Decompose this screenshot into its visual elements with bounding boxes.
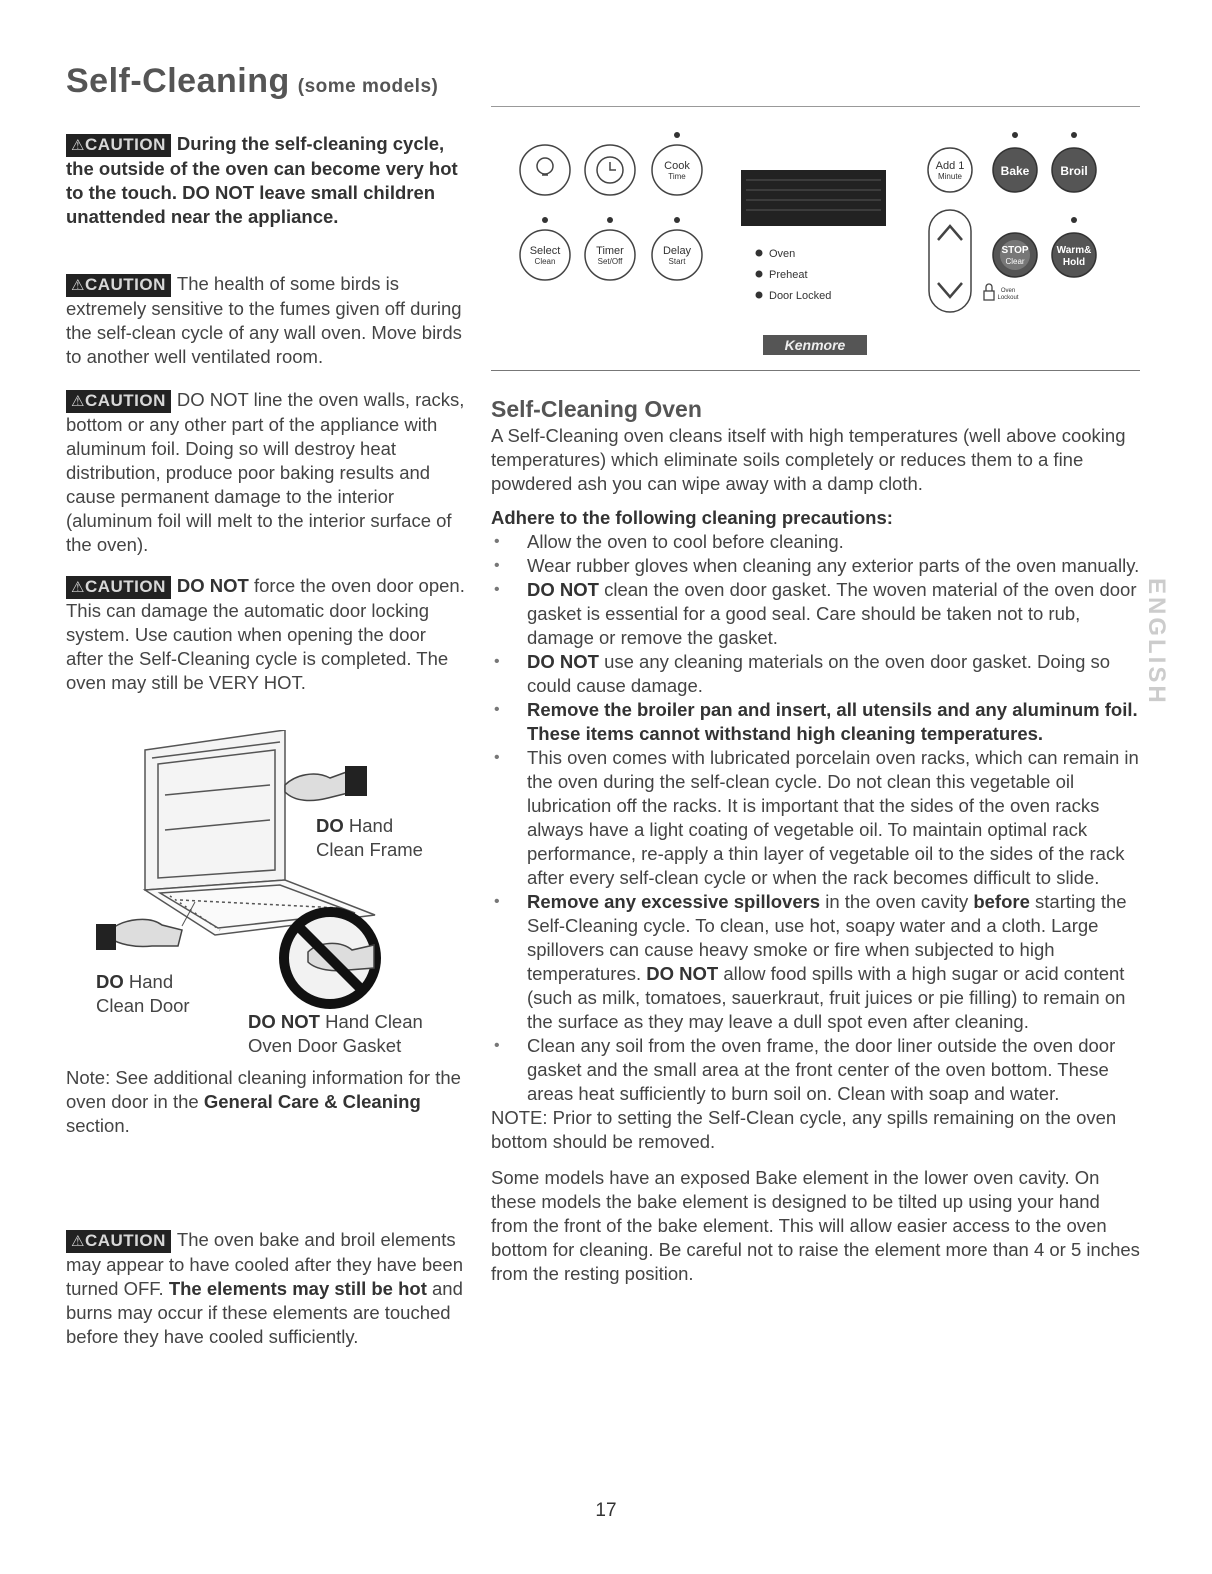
self-clean-note: NOTE: Prior to setting the Self-Clean cycle, any spills remaining on the oven bottom should be removed.: [491, 1107, 1117, 1152]
svg-text:Bake: Bake: [1000, 164, 1030, 178]
svg-text:Hold: Hold: [1062, 257, 1086, 268]
list-item: • DO NOT clean the oven door gasket. The woven material of the oven door gasket is essential for a good seal. Care should be taken not to rub, damage or remove the gasket.: [491, 578, 1141, 650]
list-item: • Clean any soil from the oven frame, the door liner outside the oven door gasket and the small area at the front center of the oven bottom. These areas heat sufficiently to burn soil on. Clean with soap and water.: [491, 1034, 1141, 1106]
list-item: • Wear rubber gloves when cleaning any exterior parts of the oven manually.: [491, 554, 1141, 578]
caution-label: ⚠CAUTION: [66, 274, 171, 297]
select-clean-button: [520, 230, 570, 280]
page-title-sub: (some models): [297, 76, 439, 97]
precautions-list: [491, 530, 1141, 1106]
svg-text:Start: Start: [668, 257, 686, 266]
oven-lockout: [984, 284, 1019, 301]
list-item: • This oven comes with lubricated porcelain oven racks, which can remain in the oven during the self-clean cycle. Do not clean this vegetable oil lubrication off the racks. It is important that the sides of the oven racks always have a light coating of vegetable oil. To maintain optimal rack performance, re-apply a thin layer of vegetable oil to the sides of the rack after every self-clean cycle or when the rack becomes difficult to slide.: [491, 746, 1141, 890]
main-body: [491, 424, 1141, 1286]
caution-label: ⚠CAUTION: [66, 576, 171, 599]
svg-text:STOP: STOP: [1001, 245, 1029, 256]
door-note: Note: See additional cleaning information for the oven door in the General Care & Cleaning section.: [66, 1067, 461, 1136]
page-title: [66, 62, 438, 101]
list-item: • Remove any excessive spillovers in the oven cavity before starting the Self-Cleaning cycle. To clean, use hot, soapy water and a cloth. Large spillovers can cause heavy smoke or fire when subjected to high temperatures. DO NOT allow food spills with a high sugar or acid content (such as milk, tomatoes, sauerkraut, fruit juices or pie filling) to remain on the surface as they may leave a dull spot even after cleaning.: [491, 890, 1141, 1034]
svg-text:Time: Time: [668, 172, 686, 181]
cook-time-button: [652, 145, 702, 195]
svg-text:Timer: Timer: [596, 245, 624, 257]
panel-rule: [491, 370, 1140, 371]
warning-triangle-icon: ⚠: [71, 579, 85, 596]
kenmore-logo: [763, 335, 867, 355]
hand-frame-icon: [285, 766, 367, 800]
label-door: DO Hand Clean Door: [96, 971, 190, 1016]
warning-triangle-icon: ⚠: [71, 393, 85, 410]
caution-2-text: The health of some birds is extremely sensitive to the fumes given off during the self-clean cycle of any wall oven. Move birds to another well ventilated room.: [66, 273, 462, 367]
list-item: • Allow the oven to cool before cleaning.: [491, 530, 1141, 554]
page-title-main: Self-Cleaning: [66, 62, 290, 100]
bake-button: [993, 148, 1037, 192]
page-number: 17: [595, 1500, 617, 1521]
clock-button: [585, 145, 635, 195]
caution-label: ⚠CAUTION: [66, 1230, 171, 1253]
svg-text:Broil: Broil: [1060, 164, 1088, 178]
caution-1: [66, 132, 466, 229]
broil-button: [1052, 148, 1096, 192]
light-button: [520, 145, 570, 195]
label-gasket: DO NOT Hand Clean Oven Door Gasket: [248, 1011, 423, 1056]
language-tab: ENGLISH: [1143, 578, 1170, 706]
bake-element-paragraph: Some models have an exposed Bake element in the lower oven cavity. On these models the bake element is designed to be tilted up using your hand from the front of the bake element. This will allow easier access to the oven bottom for cleaning. Be careful not to raise the element more than 4 or 5 inches from the resting position.: [491, 1167, 1140, 1284]
top-rule: [491, 106, 1140, 107]
warm-hold-button: [1052, 233, 1096, 277]
stop-clear-button: [993, 233, 1037, 277]
svg-text:Warm&: Warm&: [1056, 245, 1092, 256]
svg-text:Clear: Clear: [1005, 257, 1025, 266]
indicator-oven: Oven: [769, 248, 796, 260]
svg-text:Set/Off: Set/Off: [597, 257, 623, 266]
svg-text:Minute: Minute: [937, 172, 963, 181]
svg-text:Add 1: Add 1: [935, 160, 965, 172]
oven-display: [741, 170, 886, 226]
intro-paragraph: A Self-Cleaning oven cleans itself with high temperatures (well above cooking temperatures) which eliminate soils completely or reduces them to a fine powdered ash you can wipe away with a damp cloth.: [491, 425, 1126, 494]
list-item: • Remove the broiler pan and insert, all utensils and any aluminum foil. These items cannot withstand high cleaning temperatures.: [491, 698, 1141, 746]
warning-triangle-icon: ⚠: [71, 277, 85, 294]
caution-5: ⚠CAUTION The oven bake and broil elements may appear to have cooled after they have been turned OFF. The elements may still be hot and burns may occur if these elements are touched before they have cooled sufficiently.: [66, 1229, 463, 1347]
caution-label: ⚠CAUTION: [66, 134, 171, 157]
no-symbol-icon: [284, 912, 376, 1004]
svg-text:Kenmore: Kenmore: [784, 337, 846, 353]
caution-3-text: DO NOT line the oven walls, racks, bottom or any other part of the appliance with aluminum foil. Doing so will destroy heat distribution, produce poor baking results and cause permanent damage to the interior (aluminum foil will melt to the interior surface of the oven).: [66, 389, 465, 555]
section-title: Self-Cleaning Oven: [491, 396, 702, 422]
precautions-heading: Adhere to the following cleaning precautions:: [491, 507, 893, 528]
warning-triangle-icon: ⚠: [71, 137, 85, 154]
svg-text:Clean: Clean: [534, 257, 556, 266]
caution-2: [66, 272, 466, 369]
cook-time-label: Cook: [664, 160, 690, 172]
indicator-door-locked: Door Locked: [769, 290, 832, 302]
control-panel-illustration: [491, 115, 1141, 375]
add-1-minute-button: [928, 148, 972, 192]
list-item: • DO NOT use any cleaning materials on the oven door gasket. Doing so could cause damage.: [491, 650, 1141, 698]
label-frame: DO Hand Clean Frame: [316, 815, 423, 860]
lock-icon: [984, 291, 994, 300]
delay-start-button: [652, 230, 702, 280]
svg-text:Delay: Delay: [662, 245, 692, 257]
caution-4-text: force the oven door open. This can damage the automatic door locking system. Use caution when opening the door after the Self-Cleaning cycle is completed. The oven may still be VERY HOT.: [66, 575, 465, 693]
svg-text:Select: Select: [529, 245, 561, 257]
caution-4: ⚠CAUTION DO NOT force the oven door open. This can damage the automatic door locking system. Use caution when opening the door after the Self-Cleaning cycle is completed. The oven may still be VERY HOT.: [66, 575, 465, 693]
caution-label: ⚠CAUTION: [66, 390, 171, 413]
indicator-preheat: Preheat: [769, 269, 808, 281]
warning-triangle-icon: ⚠: [71, 1233, 85, 1250]
timer-button: [585, 230, 635, 280]
hand-door-icon: [96, 919, 182, 950]
caution-1-text: During the self-cleaning cycle, the outside of the oven can become very hot to the touch. DO NOT leave small children unattended near the appliance.: [66, 133, 458, 227]
caution-3: [66, 388, 466, 557]
svg-text:Oven: Oven: [1000, 288, 1016, 294]
up-down-button: [929, 210, 971, 312]
svg-text:Lockout: Lockout: [997, 295, 1019, 301]
